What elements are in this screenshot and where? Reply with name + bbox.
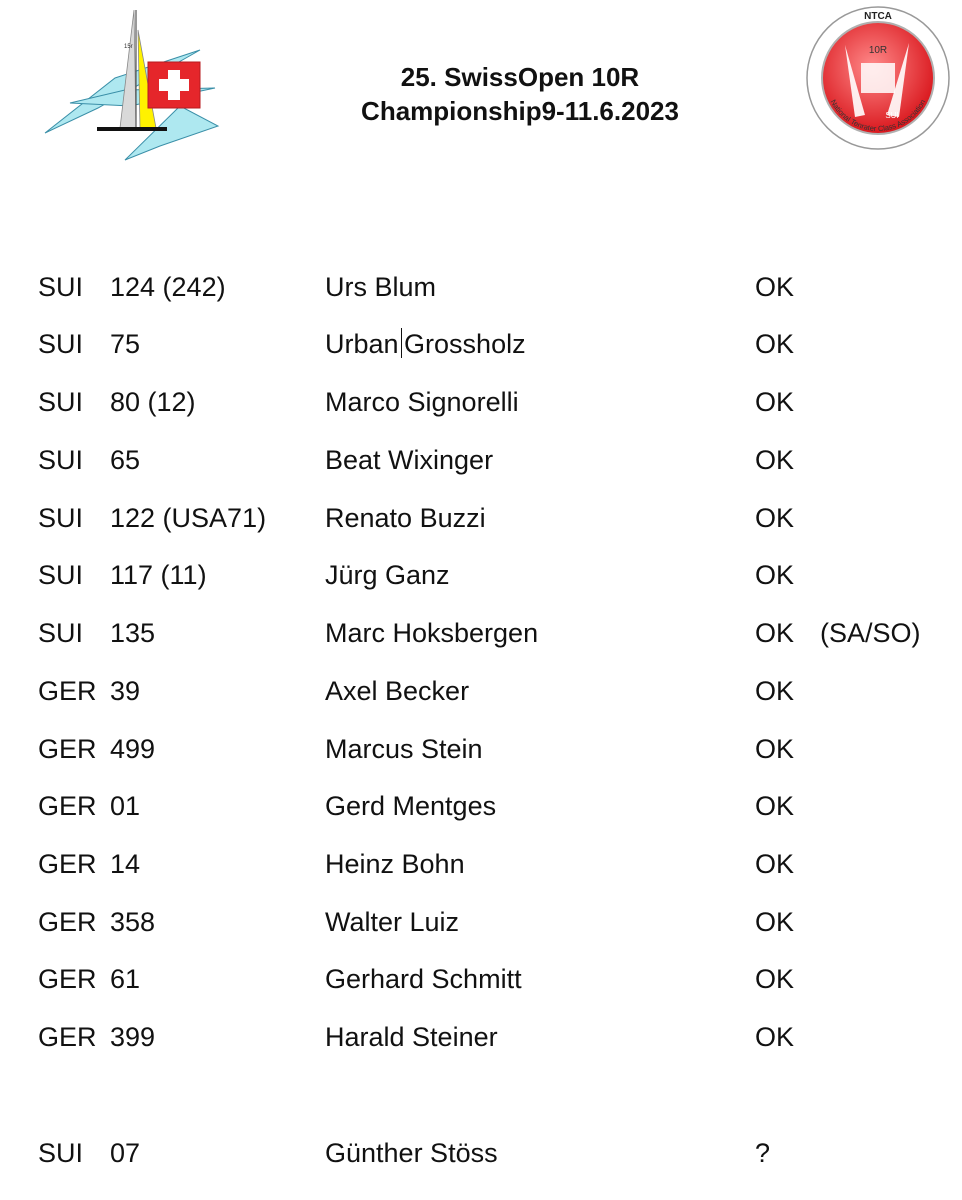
entry-status: OK <box>755 1022 795 1052</box>
skipper-name: Marco Signorelli <box>325 387 519 417</box>
entry-status: OK <box>755 964 795 994</box>
entry-row <box>0 324 962 364</box>
svg-text:National Tenrater Class Associ: National Tenrater Class Association <box>828 97 928 134</box>
document-title <box>300 60 740 128</box>
entry-row <box>0 844 962 884</box>
entry-row <box>0 613 962 653</box>
sail-number: 499 <box>110 734 156 764</box>
sail-number: 39 <box>110 676 141 706</box>
entry-status: OK <box>755 618 795 648</box>
nation-code: SUI <box>38 272 84 302</box>
ntca-badge-icon <box>805 5 951 151</box>
svg-text:SUI: SUI <box>885 111 899 120</box>
entry-status: OK <box>755 734 795 764</box>
skipper-last-name: Grossholz <box>404 329 526 359</box>
nation-code: GER <box>38 734 97 764</box>
pending-entry-row <box>0 1133 962 1173</box>
nation-code: GER <box>38 964 97 994</box>
nation-code: GER <box>38 676 97 706</box>
entry-row <box>0 671 962 711</box>
entry-note: (SA/SO) <box>820 618 921 648</box>
skipper-name: Harald Steiner <box>325 1022 498 1052</box>
sail-number: 117 (11) <box>110 560 207 590</box>
sail-number: 01 <box>110 791 141 821</box>
nation-code: GER <box>38 791 97 821</box>
sailboat-swiss-flag-logo <box>40 8 225 168</box>
skipper-name: Jürg Ganz <box>325 560 450 590</box>
skipper-name: Heinz Bohn <box>325 849 465 879</box>
entry-row <box>0 382 962 422</box>
entry-status: OK <box>755 907 795 937</box>
nation-code: SUI <box>38 1138 84 1168</box>
entry-status: OK <box>755 849 795 879</box>
entry-status: ? <box>755 1138 771 1168</box>
sail-number: 358 <box>110 907 156 937</box>
text-cursor <box>401 328 403 358</box>
nation-code: GER <box>38 849 97 879</box>
skipper-name: Walter Luiz <box>325 907 460 937</box>
title-line-2: Championship9-11.6.2023 <box>361 96 679 126</box>
entry-row <box>0 555 962 595</box>
sail-number: 135 <box>110 618 156 648</box>
sail-number: 61 <box>110 964 141 994</box>
nation-code: SUI <box>38 329 84 359</box>
entry-row <box>0 267 962 307</box>
skipper-name: Urs Blum <box>325 272 437 302</box>
nation-code: GER <box>38 907 97 937</box>
sail-number: 65 <box>110 445 141 475</box>
entry-status: OK <box>755 387 795 417</box>
skipper-name: Marc Hoksbergen <box>325 618 539 648</box>
entry-status: OK <box>755 445 795 475</box>
svg-text:NTCA: NTCA <box>864 11 892 22</box>
entry-status: OK <box>755 329 795 359</box>
skipper-name: Renato Buzzi <box>325 503 486 533</box>
entry-status: OK <box>755 503 795 533</box>
entry-row <box>0 729 962 769</box>
skipper-name: Marcus Stein <box>325 734 483 764</box>
nation-code: GER <box>38 1022 97 1052</box>
sailboat-logo-icon <box>40 8 225 168</box>
sail-number: 14 <box>110 849 141 879</box>
sail-number: 124 (242) <box>110 272 226 302</box>
skipper-name: Gerhard Schmitt <box>325 964 522 994</box>
sail-number: 07 <box>110 1138 141 1168</box>
sail-number: 399 <box>110 1022 156 1052</box>
entry-status: OK <box>755 791 795 821</box>
skipper-name: Beat Wixinger <box>325 445 494 475</box>
entry-row <box>0 440 962 480</box>
entry-status: OK <box>755 560 795 590</box>
entry-row <box>0 786 962 826</box>
entry-status: OK <box>755 272 795 302</box>
svg-text:15r: 15r <box>124 44 133 50</box>
entry-row <box>0 498 962 538</box>
title-line-1: 25. SwissOpen 10R <box>400 62 640 92</box>
skipper-name <box>325 324 526 364</box>
svg-text:10R: 10R <box>868 45 888 56</box>
ntca-badge-logo <box>805 5 951 151</box>
nation-code: SUI <box>38 445 84 475</box>
skipper-name: Günther Stöss <box>325 1138 498 1168</box>
nation-code: SUI <box>38 387 84 417</box>
nation-code: SUI <box>38 618 84 648</box>
skipper-name: Axel Becker <box>325 676 470 706</box>
entry-row <box>0 902 962 942</box>
skipper-first-name: Urban <box>325 329 399 359</box>
sail-number: 122 (USA71) <box>110 503 267 533</box>
sail-number: 80 (12) <box>110 387 196 417</box>
entry-row <box>0 959 962 999</box>
skipper-name: Gerd Mentges <box>325 791 497 821</box>
nation-code: SUI <box>38 503 84 533</box>
entry-row <box>0 1017 962 1057</box>
sail-number: 75 <box>110 329 141 359</box>
entry-status: OK <box>755 676 795 706</box>
nation-code: SUI <box>38 560 84 590</box>
